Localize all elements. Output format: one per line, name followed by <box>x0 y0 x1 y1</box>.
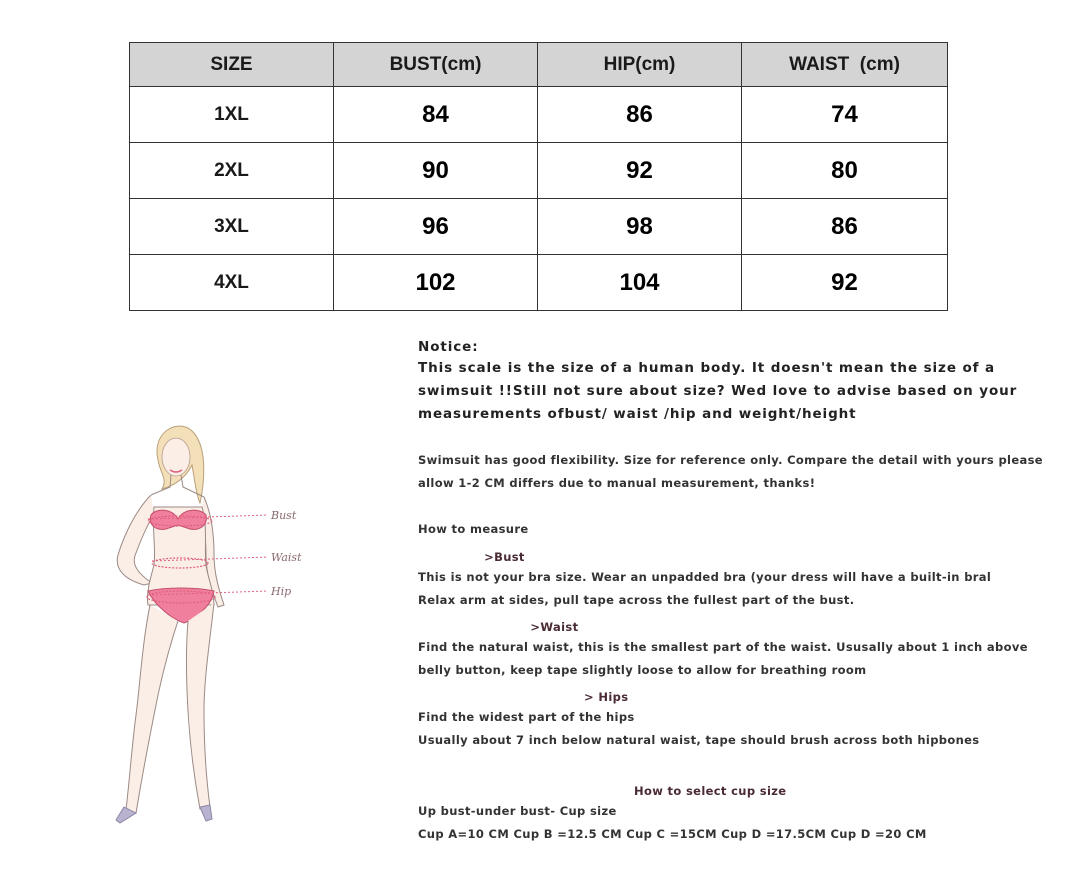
figure-face <box>162 438 190 476</box>
table-body <box>130 87 948 311</box>
bust-instruction: This is not your bra size. Wear an unpadded bra (your dress will have a built-in bral <box>418 570 992 584</box>
waist-label: Waist <box>271 551 302 564</box>
hip-cell: 86 <box>538 87 742 143</box>
figure-right-shoe <box>200 805 212 821</box>
header-row <box>130 43 948 87</box>
table-header <box>130 43 948 87</box>
table-row <box>130 255 948 311</box>
bust-cell: 84 <box>334 87 538 143</box>
cup-size-line: Up bust-under bust- Cup size <box>418 804 617 818</box>
how-to-measure-title: How to measure <box>418 522 529 536</box>
bust-cell: 102 <box>334 255 538 311</box>
bust-heading: >Bust <box>484 550 525 564</box>
size-chart-table <box>129 42 948 311</box>
figure-left-leg <box>126 605 178 813</box>
size-notes <box>418 332 1058 841</box>
cup-size-heading: How to select cup size <box>633 784 787 798</box>
header-waist: WAIST (cm) <box>742 43 948 87</box>
hip-label: Hip <box>271 585 292 598</box>
bust-cell: 90 <box>334 143 538 199</box>
figure-right-leg <box>187 603 215 809</box>
waist-cell: 80 <box>742 143 948 199</box>
waist-cell: 74 <box>742 87 948 143</box>
notice-line: swimsuit !!Still not sure about size? Wed love to advise based on your <box>418 383 1018 399</box>
cup-size-line: Cup A=10 CM Cup B =12.5 CM Cup C =15CM Cup D =17.5CM Cup D =20 CM <box>418 827 927 841</box>
hips-instruction: Find the widest part of the hips <box>418 710 635 724</box>
bust-label: Bust <box>271 509 297 522</box>
hip-cell: 92 <box>538 143 742 199</box>
hips-instruction: Usually about 7 inch below natural waist, tape should brush across both hipbones <box>418 733 980 747</box>
table-row <box>130 199 948 255</box>
size-cell: 2XL <box>130 143 334 199</box>
hip-cell: 98 <box>538 199 742 255</box>
figure-left-arm <box>117 495 154 585</box>
bust-instruction: Relax arm at sides, pull tape across the fullest part of the bust. <box>418 593 855 607</box>
waist-cell: 92 <box>742 255 948 311</box>
size-cell: 1XL <box>130 87 334 143</box>
flex-note-line: Swimsuit has good flexibility. Size for reference only. Compare the detail with yours please <box>418 453 1043 467</box>
waist-instruction: Find the natural waist, this is the smallest part of the waist. Ususally about 1 inch above <box>418 640 1028 654</box>
figure-drawing <box>96 415 336 835</box>
body-measurement-illustration <box>96 415 336 835</box>
waist-heading: >Waist <box>530 620 579 634</box>
header-hip: HIP(cm) <box>538 43 742 87</box>
notice-line: measurements ofbust/ waist /hip and weight/height <box>418 406 857 422</box>
header-bust: BUST(cm) <box>334 43 538 87</box>
flex-note-line: allow 1-2 CM differs due to manual measurement, thanks! <box>418 476 816 490</box>
bust-cell: 96 <box>334 199 538 255</box>
header-size: SIZE <box>130 43 334 87</box>
hip-cell: 104 <box>538 255 742 311</box>
table-row <box>130 87 948 143</box>
hips-heading: > Hips <box>584 690 629 704</box>
notice-line: This scale is the size of a human body. It doesn't mean the size of a <box>418 360 996 376</box>
size-cell: 3XL <box>130 199 334 255</box>
table-row <box>130 143 948 199</box>
waist-instruction: belly button, keep tape slightly loose to allow for breathing room <box>418 663 867 677</box>
size-cell: 4XL <box>130 255 334 311</box>
notice-heading: Notice: <box>418 339 479 355</box>
waist-cell: 86 <box>742 199 948 255</box>
